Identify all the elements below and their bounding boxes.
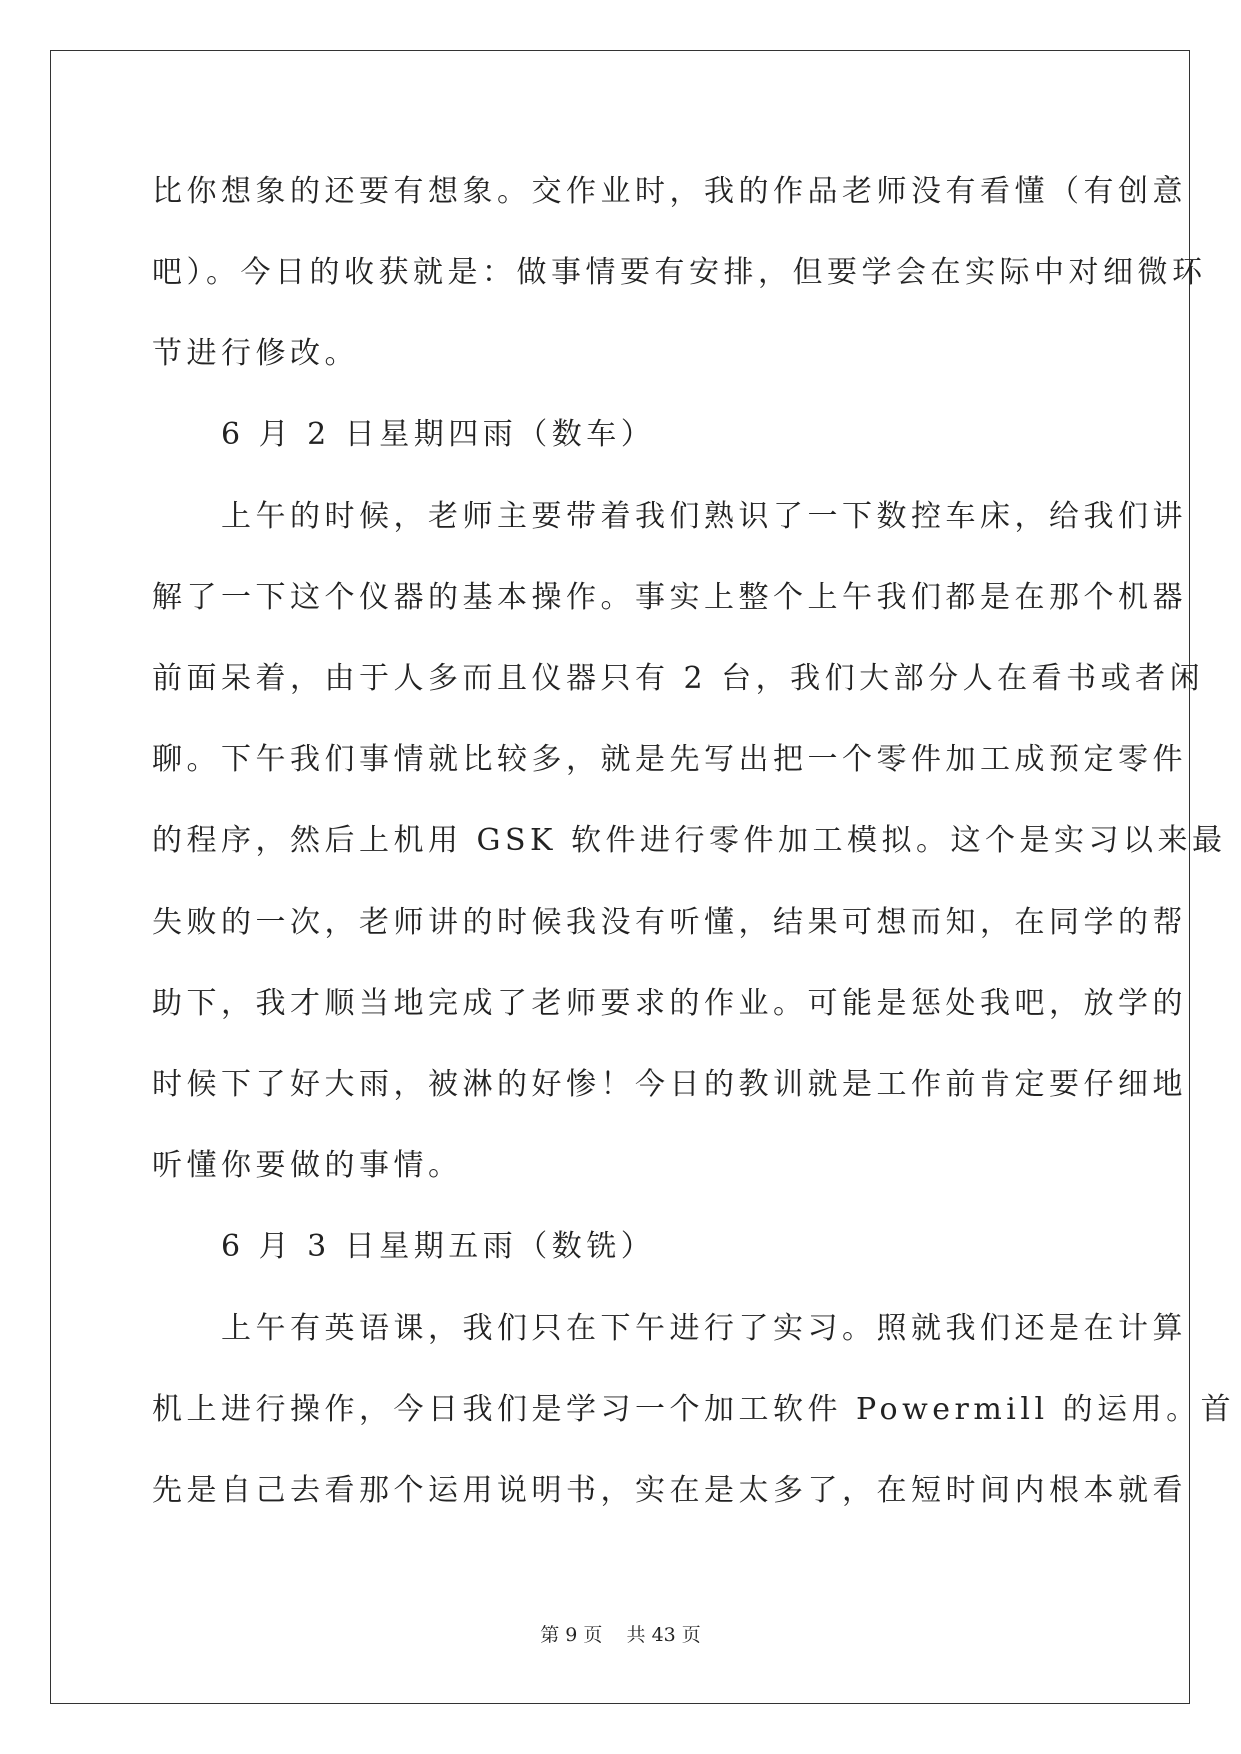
text-line: 吧）。今日的收获就是：做事情要有安排，但要学会在实际中对细微环 (152, 255, 1207, 290)
section-heading: 6 月 3 日星期五雨（数铣） (152, 1229, 656, 1264)
text-line: 的程序，然后上机用 GSK 软件进行零件加工模拟。这个是实习以来最 (152, 823, 1227, 858)
page-number: 第 9 页 (540, 1624, 603, 1646)
page-total: 共 43 页 (626, 1624, 701, 1646)
text-line: 比你想象的还要有想象。交作业时，我的作品老师没有看懂（有创意 (152, 174, 1187, 209)
text-line: 聊。下午我们事情就比较多，就是先写出把一个零件加工成预定零件 (152, 742, 1187, 777)
text-line: 听懂你要做的事情。 (152, 1148, 463, 1183)
text-line: 助下，我才顺当地完成了老师要求的作业。可能是惩处我吧，放学的 (152, 986, 1187, 1021)
section-heading: 6 月 2 日星期四雨（数车） (152, 417, 656, 452)
text-line: 上午有英语课，我们只在下午进行了实习。照就我们还是在计算 (152, 1311, 1187, 1346)
text-line: 机上进行操作，今日我们是学习一个加工软件 Powermill 的运用。首 (152, 1392, 1236, 1427)
text-line: 失败的一次，老师讲的时候我没有听懂，结果可想而知，在同学的帮 (152, 905, 1187, 940)
page-footer (0, 1623, 1241, 1647)
text-line: 时候下了好大雨，被淋的好惨！今日的教训就是工作前肯定要仔细地 (152, 1067, 1187, 1102)
text-line: 节进行修改。 (152, 336, 359, 371)
text-line: 解了一下这个仪器的基本操作。事实上整个上午我们都是在那个机器 (152, 580, 1187, 615)
text-line: 上午的时候，老师主要带着我们熟识了一下数控车床，给我们讲 (152, 499, 1187, 534)
text-line: 先是自己去看那个运用说明书，实在是太多了，在短时间内根本就看 (152, 1473, 1187, 1508)
page-border (50, 50, 1190, 1704)
text-line: 前面呆着，由于人多而且仪器只有 2 台，我们大部分人在看书或者闲 (152, 661, 1205, 696)
